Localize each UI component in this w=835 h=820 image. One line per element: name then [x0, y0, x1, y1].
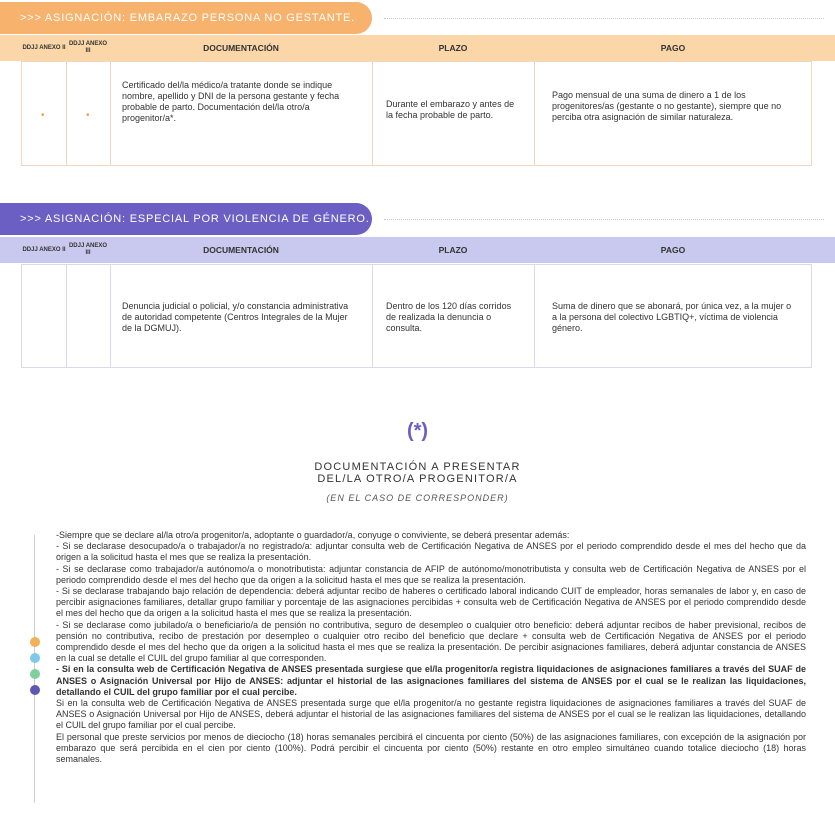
section1-dotted-line: [384, 18, 824, 19]
asterisk-symbol: (*): [406, 420, 429, 442]
note-title-line1: DOCUMENTACIÓN A PRESENTAR: [314, 461, 521, 473]
header-ddjj-anexo-iii: DDJJ ANEXO III: [68, 243, 108, 256]
header-ddjj-anexo-ii: DDJJ ANEXO II: [22, 44, 66, 51]
note-body: [56, 530, 806, 765]
note-paragraph: - Si se declarase desocupado/a o trabajador/a no registrado/a: adjuntar consulta web de Certificación Negativa de ANSES por el periodo comprendido desde el mes del hecho que da origen a la solicitud hasta el mes que se realiza la presentación.: [56, 541, 806, 563]
header-pago: PAGO: [660, 245, 686, 255]
note-subtitle: (EN EL CASO DE CORRESPONDER): [326, 493, 509, 503]
column-divider: [110, 265, 111, 367]
column-divider: [534, 62, 535, 165]
header-plazo: PLAZO: [438, 43, 468, 53]
column-divider: [66, 62, 67, 165]
plazo-cell: Dentro de los 120 días corridos de realizada la denuncia o consulta.: [386, 301, 512, 333]
header-ddjj-anexo-iii: DDJJ ANEXO III: [68, 41, 108, 54]
column-divider: [66, 265, 67, 367]
column-divider: [110, 62, 111, 165]
column-divider: [534, 265, 535, 367]
section1-header: [0, 35, 835, 61]
note-paragraph: - Si se declarase trabajando bajo relación de dependencia: deberá adjuntar recibo de haberes o certificado laboral indicando CUIT de empleador, horas semanales de labor y, en caso de percibir asignaciones familiares, detallar grupo familiar y porcentaje de las asignaciones percibidas + consulta web de Certificación Negativa de ANSES por el periodo comprendido desde el mes del hecho que da origen a la solicitud hasta el mes que se realiza la presentación.: [56, 586, 806, 619]
note-title: [0, 461, 835, 485]
note-paragraph: - Si se declarase como trabajador/a autónomo/a o monotributista: adjuntar constancia de AFIP de autónomo/monotributista y consulta web de Certificación Negativa de ANSES por el periodo comprendido desde el mes del hecho que da origen a la solicitud hasta el mes que se realiza la presentación.: [56, 563, 806, 585]
header-documentacion: DOCUMENTACIÓN: [203, 245, 279, 255]
header-pago: PAGO: [660, 43, 686, 53]
green-dot-icon: [30, 669, 40, 679]
plazo-cell: Durante el embarazo y antes de la fecha probable de parto.: [386, 99, 515, 120]
pago-cell: Pago mensual de una suma de dinero a 1 de los progenitores/as (gestante o no gestante), siempre que no perciba otra asignación de similar naturaleza.: [552, 90, 782, 122]
note-title-line2: DEL/LA OTRO/A PROGENITOR/A: [317, 473, 518, 485]
section1-title: >>> ASIGNACIÓN: EMBARAZO PERSONA NO GESTANTE.: [0, 2, 372, 34]
column-divider: [372, 265, 373, 367]
pago-cell: Suma de dinero que se abonará, por única vez, a la mujer o a la persona del colectivo LGBTIQ+, víctima de violencia género.: [552, 301, 792, 333]
note-paragraph: Si en la consulta web de Certificación Negativa de ANSES presentada surge que el/la progenitor/a no gestante registra liquidaciones de asignaciones familiares a través del SUAF de ANSES o Asignación Universal por Hijo de ANSES, deberá adjuntar el historial de las asignaciones familiares del sistema de ANSES por el cual se le realizan las liquidaciones, detallando el CUIL del grupo familiar por el cual percibe.: [56, 698, 806, 731]
documentacion-cell: Denuncia judicial o policial, y/o constancia administrativa de autoridad competente (Centros Integrales de la Mujer de la DGMUJ).: [122, 301, 349, 333]
blue-dot-icon: [30, 653, 40, 663]
section2-table: [21, 264, 812, 368]
documentacion-cell: Certificado del/la médico/a tratante donde se indique nombre, apellido y DNI de la persona gestante y fecha probable de parto. Documentación del/la otro/a progenitor/a*.: [122, 80, 340, 123]
section1-table: [21, 61, 812, 166]
header-plazo: PLAZO: [438, 245, 468, 255]
note-paragraph: El personal que preste servicios por menos de dieciocho (18) horas semanales percibirá el cincuenta por ciento (50%) de las asignaciones familiares, con excepción de la asignación por embarazo que será percibida en el cien por ciento (100%). Podrá percibir el cincuenta por ciento (50%) restante en otro empleo simultáneo cuando totalice dieciocho (18) horas semanales.: [56, 731, 806, 765]
section2-title: >>> ASIGNACIÓN: ESPECIAL POR VIOLENCIA DE GÉNERO.: [0, 203, 372, 235]
purple-dot-icon: [30, 685, 40, 695]
note-paragraph: -Siempre que se declare al/la otro/a progenitor/a, adoptante o guardador/a, conyuge o conviviente, se deberá presentar además:: [56, 530, 570, 540]
note-paragraph: - Si se declarase como jubilado/a o beneficiario/a de pensión no contributiva, seguro de desempleo o cualquier otro beneficio: deberá adjuntar recibos de haber previsional, recibos de pensión no contributiva, recibo de prestación por desempleo o cualquier otro recibo del beneficio que declare + consulta web de Certificación Negativa de ANSES por el periodo comprendido desde el mes del hecho que da origen a la solicitud hasta el mes que se realiza la presentación. De percibir asignaciones familiares, deberá adjuntar constancia de ANSES en la cual se detalle el CUIL del grupo familiar al que corresponden.: [56, 619, 806, 664]
column-divider: [372, 62, 373, 165]
section2-header: [0, 237, 835, 263]
header-documentacion: DOCUMENTACIÓN: [203, 43, 279, 53]
header-ddjj-anexo-ii: DDJJ ANEXO II: [22, 246, 66, 253]
ddjj-anexo-ii-mark: •: [41, 110, 45, 121]
section2-dotted-line: [384, 219, 824, 220]
ddjj-anexo-iii-mark: •: [86, 110, 90, 121]
orange-dot-icon: [30, 637, 40, 647]
note-paragraph-bold: - Si en la consulta web de Certificación Negativa de ANSES presentada surgiese que el/la progenitor/a registra liquidaciones de asignaciones familiares a través del SUAF de ANSES o Asignación Universal por Hijo de ANSES: adjuntar el historial de las asignaciones familiares del sistema de ANSES por el cual se le realizan las liquidaciones, detallando el CUIL del grupo familiar por el cual percibe.: [56, 664, 806, 697]
